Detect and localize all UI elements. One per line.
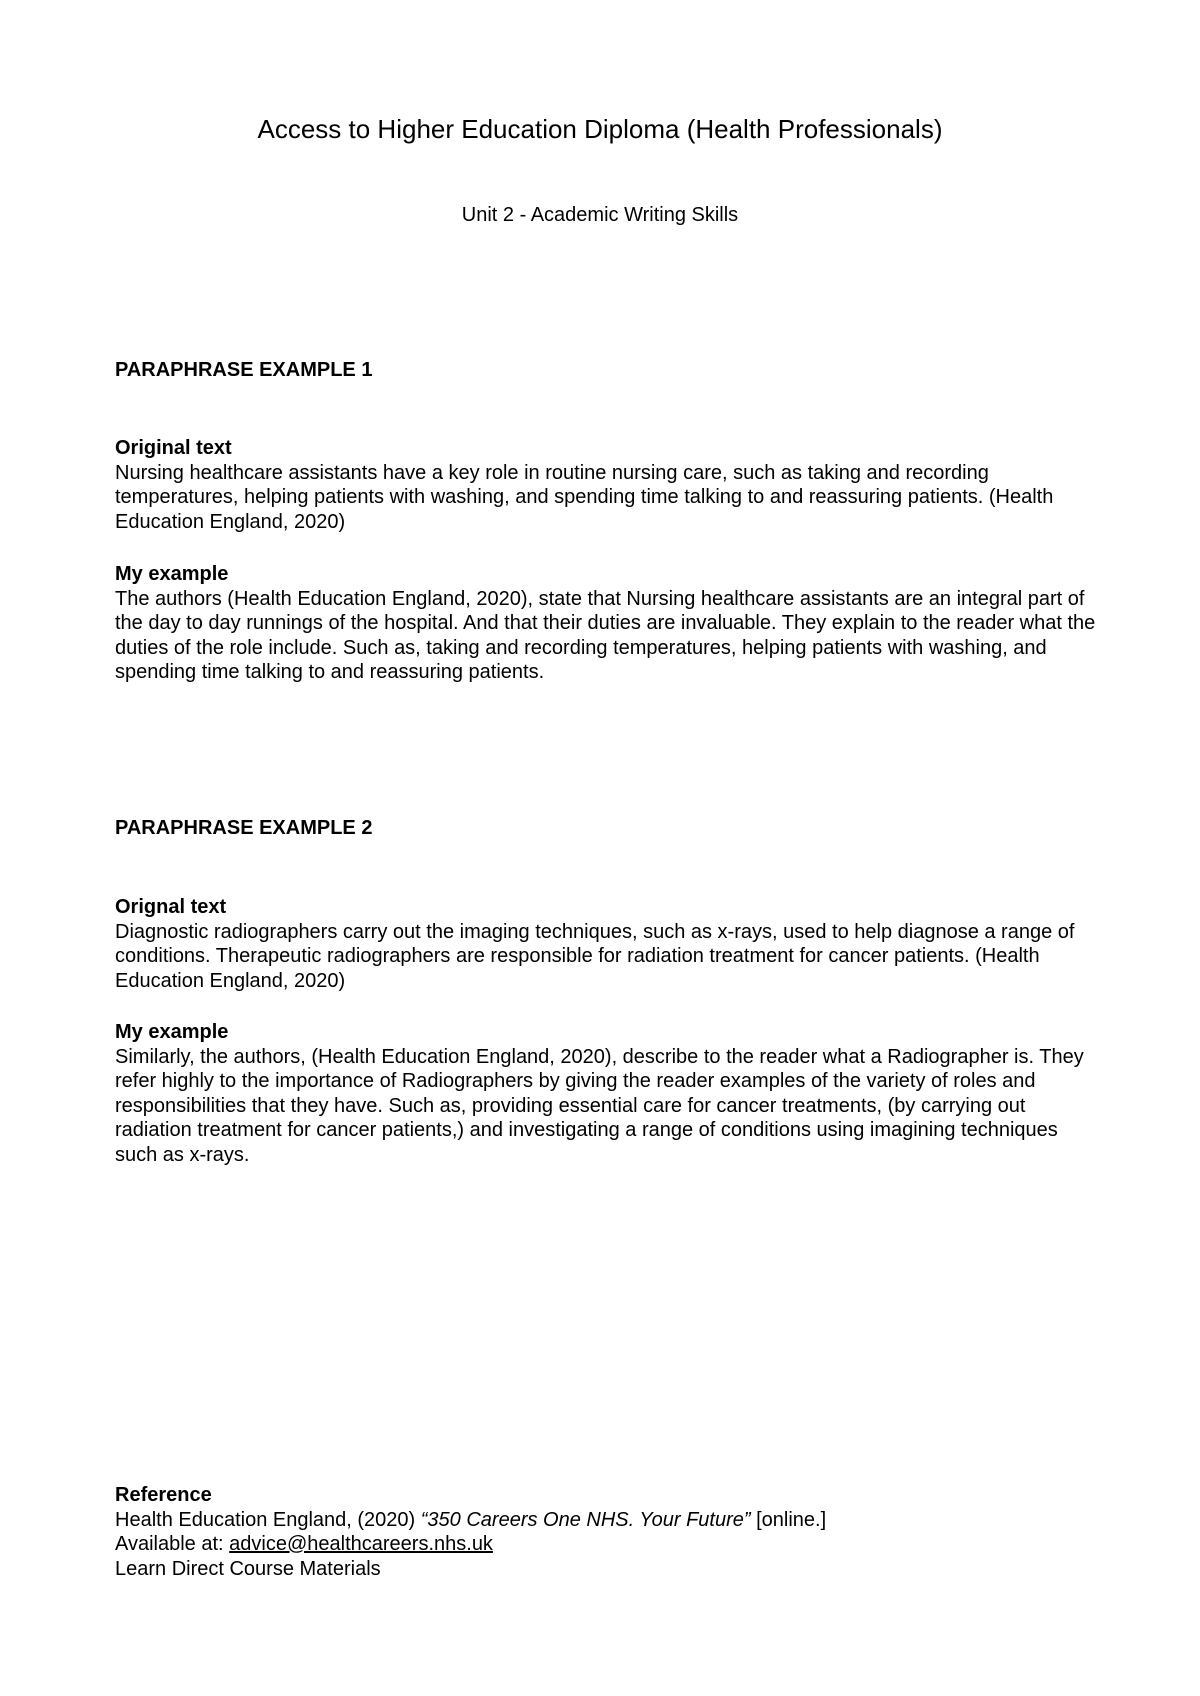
section-paraphrase-1	[115, 358, 1105, 382]
document-title: Access to Higher Education Diploma (Health Professionals)	[257, 114, 943, 144]
reference-line-2	[115, 1532, 1105, 1557]
section-1-original	[115, 436, 1105, 534]
reference-section	[115, 1483, 1105, 1581]
reference-medium: [online.]	[750, 1508, 827, 1531]
original-text-body: Nursing healthcare assistants have a key role in routine nursing care, such as taking and recording temperatures, helping patients with washing, and spending time talking to and reassuring patients. (Health Education England, 2020)	[115, 461, 1054, 533]
my-example-body: Similarly, the authors, (Health Education England, 2020), describe to the reader what a Radiographer is. They refer highly to the importance of Radiographers by giving the reader examples of the variety of roles and responsibilities that they have. Such as, providing essential care for cancer treatments, (by carrying out radiation treatment for cancer patients,) and investigating a range of conditions using imagining techniques such as x-rays.	[115, 1045, 1084, 1166]
reference-email-link[interactable]: advice@healthcareers.nhs.uk	[229, 1533, 493, 1555]
reference-label: Reference	[115, 1484, 212, 1506]
original-text-label: Original text	[115, 437, 232, 459]
reference-line-1	[115, 1508, 1105, 1533]
section-1-example	[115, 562, 1105, 685]
reference-author: Health Education England, (2020)	[115, 1508, 421, 1531]
section-paraphrase-2	[115, 816, 1105, 840]
original-text-label: Orignal text	[115, 896, 227, 918]
my-example-label: My example	[115, 1021, 229, 1043]
document-subtitle: Unit 2 - Academic Writing Skills	[461, 204, 739, 226]
reference-title: “350 Careers One NHS. Your Future”	[420, 1508, 751, 1531]
section-2-original	[115, 895, 1105, 993]
reference-line-3: Learn Direct Course Materials	[115, 1557, 381, 1580]
my-example-body: The authors (Health Education England, 2020), state that Nursing healthcare assistants are an integral part of the day to day runnings of the hospital. And that their duties are invaluable. They explain to the reader what the duties of the role include. Such as, taking and recording temperatures, helping patients with washing, and spending time talking to and reassuring patients.	[115, 587, 1096, 683]
my-example-label: My example	[115, 563, 229, 585]
section-heading: PARAPHRASE EXAMPLE 2	[115, 817, 373, 839]
reference-available-at: Available at:	[115, 1533, 230, 1555]
section-2-example	[115, 1020, 1105, 1167]
original-text-body: Diagnostic radiographers carry out the imaging techniques, such as x-rays, used to help diagnose a range of conditions. Therapeutic radiographers are responsible for radiation treatment for cancer patients. (Health Education England, 2020)	[115, 920, 1075, 992]
section-heading: PARAPHRASE EXAMPLE 1	[115, 359, 373, 381]
